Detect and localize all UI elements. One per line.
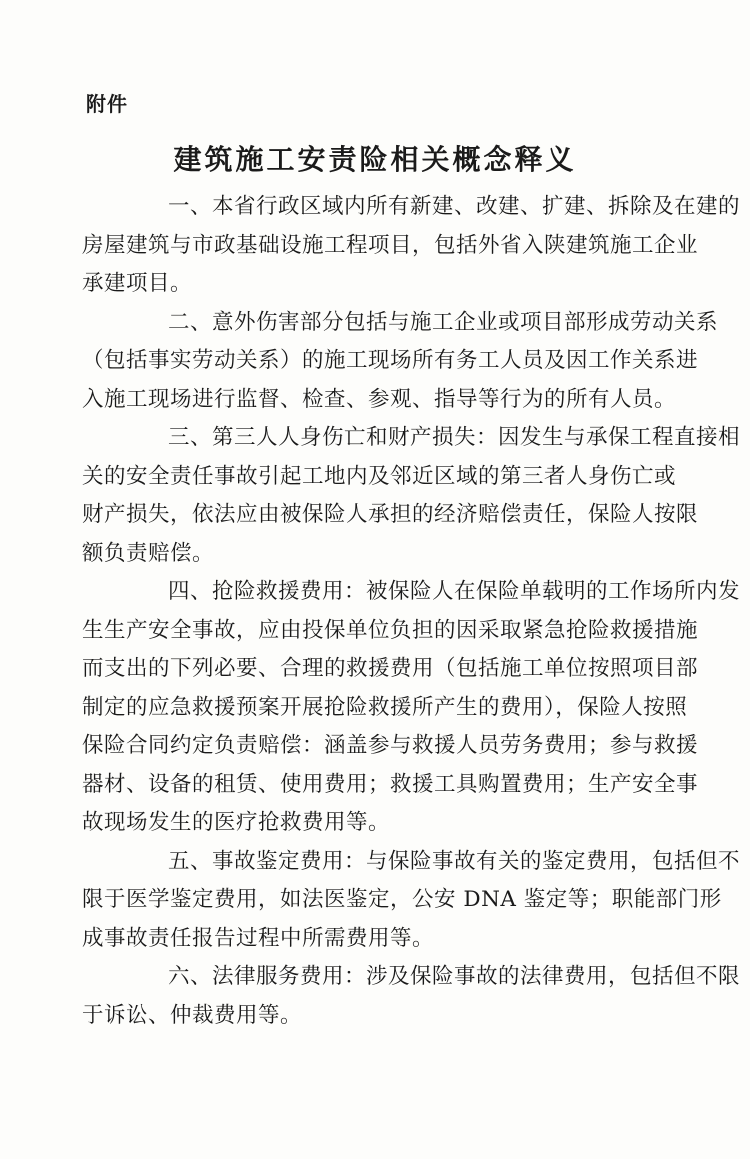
attachment-label: 附件 [86,92,128,116]
paragraph-1 [82,188,741,304]
paragraph-line: 关的安全责任事故引起工地内及邻近区域的第三者人身伤亡或 [82,463,677,489]
paragraph-5 [82,843,741,959]
paragraph-line: 承建项目。 [82,271,193,296]
paragraph-line: 房屋建筑与市政基础设施工程项目，包括外省入陕建筑施工企业 [82,232,699,258]
paragraph-line: 四、抢险救援费用：被保险人在保险单载明的工作场所内发 [168,579,741,604]
document-body [82,188,741,1035]
paragraph-line: （包括事实劳动关系）的施工现场所有务工人员及因工作关系进 [82,348,699,373]
paragraph-line: 器材、设备的租赁、使用费用；救援工具购置费用；生产安全事 [82,771,699,797]
paragraph-line: 入施工现场进行监督、检查、参观、指导等行为的所有人员。 [82,386,677,412]
paragraph-4 [82,573,741,843]
paragraph-line: 生生产安全事故，应由投保单位负担的因采取紧急抢险救援措施 [82,617,699,643]
paragraph-line: 成事故责任报告过程中所需费用等。 [82,925,435,951]
paragraph-line: 保险合同约定负责赔偿：涵盖参与救援人员劳务费用；参与救援 [82,733,699,758]
paragraph-line: 二、意外伤害部分包括与施工企业或项目部形成劳动关系 [168,309,719,335]
paragraph-line: 六、法律服务费用：涉及保险事故的法律费用，包括但不限 [168,964,741,989]
paragraph-line: 五、事故鉴定费用：与保险事故有关的鉴定费用，包括但不 [168,848,741,874]
paragraph-2 [82,304,719,420]
paragraph-line: 三、第三人人身伤亡和财产损失：因发生与承保工程直接相 [168,425,741,450]
paragraph-line: 一、本省行政区域内所有新建、改建、扩建、拆除及在建的 [168,194,741,219]
paragraph-line: 额负责赔偿。 [82,540,215,566]
paragraph-line: 而支出的下列必要、合理的救援费用（包括施工单位按照项目部 [82,656,699,681]
document-title: 建筑施工安责险相关概念释义 [173,143,577,176]
paragraph-line: 故现场发生的医疗抢救费用等。 [82,810,391,835]
paragraph-line: 财产损失，依法应由被保险人承担的经济赔偿责任，保险人按限 [82,502,699,527]
paragraph-line: 限于医学鉴定费用，如法医鉴定，公安 DNA 鉴定等；职能部门形 [82,887,722,912]
paragraph-line: 制定的应急救援预案开展抢险救援所产生的费用），保险人按照 [82,694,688,720]
paragraph-3 [82,419,741,573]
paragraph-6 [82,958,741,1035]
paragraph-line: 于诉讼、仲裁费用等。 [82,1002,303,1028]
